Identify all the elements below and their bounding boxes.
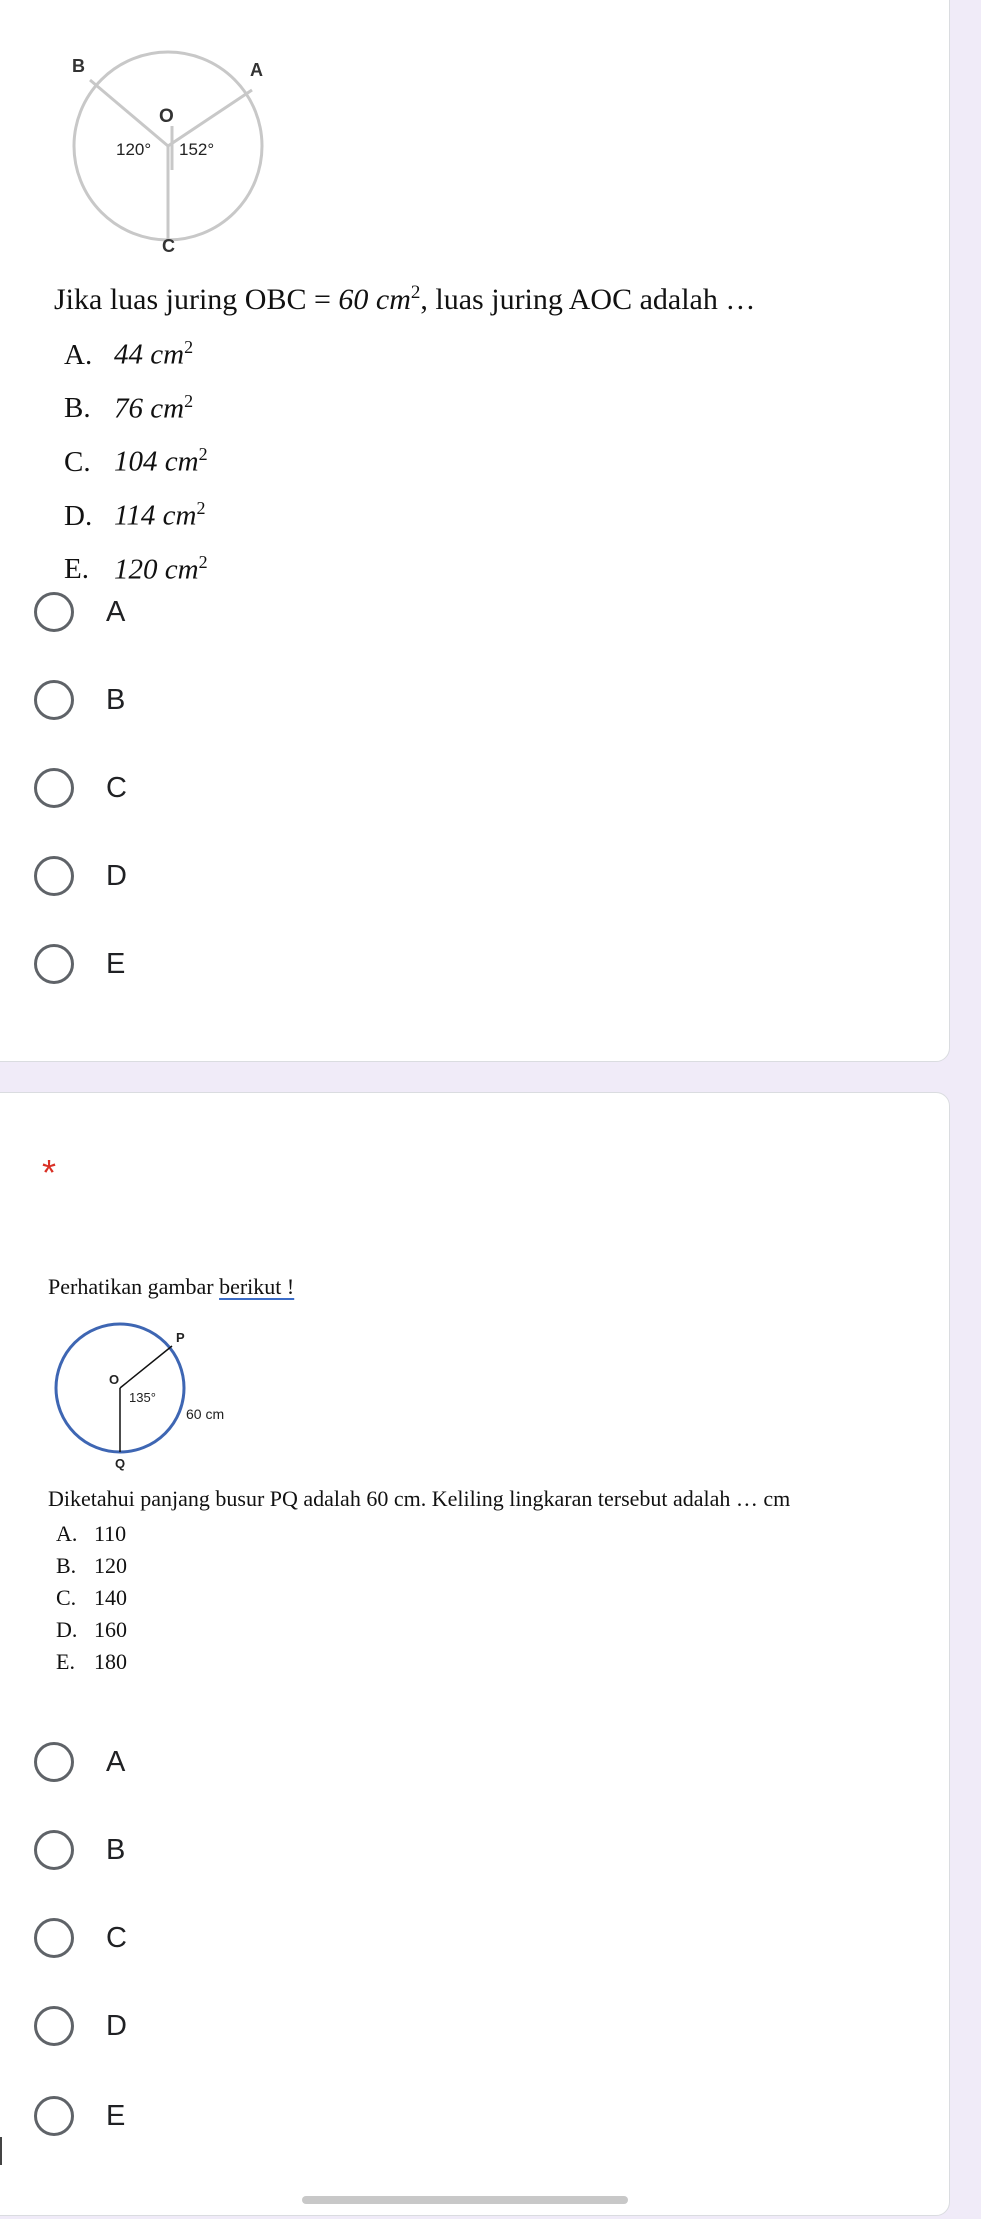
q1-radio-option-c[interactable]: C (34, 764, 127, 812)
q2-arc-length: 60 cm (186, 1406, 225, 1422)
q2-label-o: O (109, 1372, 120, 1387)
q2-circle-diagram (50, 1316, 250, 1476)
q1-label-a: A (250, 60, 263, 80)
q1-option-d: D. 114 $cm^2$ (64, 497, 206, 532)
radio-circle[interactable] (34, 680, 74, 720)
q1-options-list (64, 324, 208, 592)
q1-radio-option-a[interactable]: A (34, 588, 125, 636)
radio-circle[interactable] (34, 592, 74, 632)
q2-radio-option-b[interactable]: B (34, 1826, 125, 1874)
radio-circle[interactable] (34, 1830, 74, 1870)
q1-angle-2: 152° (179, 140, 215, 159)
radio-circle[interactable] (34, 2096, 74, 2136)
q1-circle-diagram (60, 40, 280, 260)
text-cursor-edge (0, 2137, 2, 2165)
q1-question-text: Jika luas juring OBC = 60 $cm^2$, luas juring AOC adalah … (54, 282, 756, 316)
q1-label-c: C (162, 236, 175, 256)
q1-radio-option-e[interactable]: E (34, 940, 125, 988)
q1-option-b: B. 76 $cm^2$ (64, 390, 194, 425)
q1-label-o: O (159, 106, 174, 127)
q2-option-a: A. 110 (56, 1521, 127, 1546)
q2-label-p: P (176, 1330, 185, 1345)
q1-option-e: E. 120 $cm^2$ (64, 551, 208, 586)
radio-circle[interactable] (34, 856, 74, 896)
q2-radio-option-c[interactable]: C (34, 1914, 127, 1962)
q1-option-a: A. 44 $cm^2$ (64, 337, 194, 371)
q2-angle: 135° (129, 1390, 156, 1405)
radio-circle[interactable] (34, 944, 74, 984)
q2-intro-text: Perhatikan gambar berikut ! (48, 1274, 295, 1299)
q1-angle-1: 120° (116, 140, 152, 159)
q1-option-c: C. 104 $cm^2$ (64, 444, 208, 478)
q2-radio-option-a[interactable]: A (34, 1738, 125, 1786)
q2-radio-option-d[interactable]: D (34, 2002, 127, 2050)
q2-option-d: D. 160 (56, 1617, 127, 1642)
radio-circle[interactable] (34, 768, 74, 808)
horizontal-scrollbar[interactable] (302, 2196, 628, 2204)
q2-option-c: C. 140 (56, 1585, 127, 1610)
q2-question-text: Diketahui panjang busur PQ adalah 60 cm. Keliling lingkaran tersebut adalah … cm (48, 1486, 791, 1511)
radio-circle[interactable] (34, 1918, 74, 1958)
required-asterisk: * (42, 1152, 57, 1193)
q2-options-list (56, 1518, 127, 1678)
question-card-2 (0, 1092, 950, 2216)
q1-radio-option-d[interactable]: D (34, 852, 127, 900)
radio-circle[interactable] (34, 2006, 74, 2046)
q2-label-q: Q (115, 1456, 126, 1471)
q2-option-e: E. 180 (56, 1649, 127, 1674)
q1-label-b: B (72, 56, 85, 76)
q2-option-b: B. 120 (56, 1553, 127, 1578)
radio-circle[interactable] (34, 1742, 74, 1782)
q2-radio-option-e[interactable]: E (34, 2092, 125, 2140)
q1-radio-option-b[interactable]: B (34, 676, 125, 724)
